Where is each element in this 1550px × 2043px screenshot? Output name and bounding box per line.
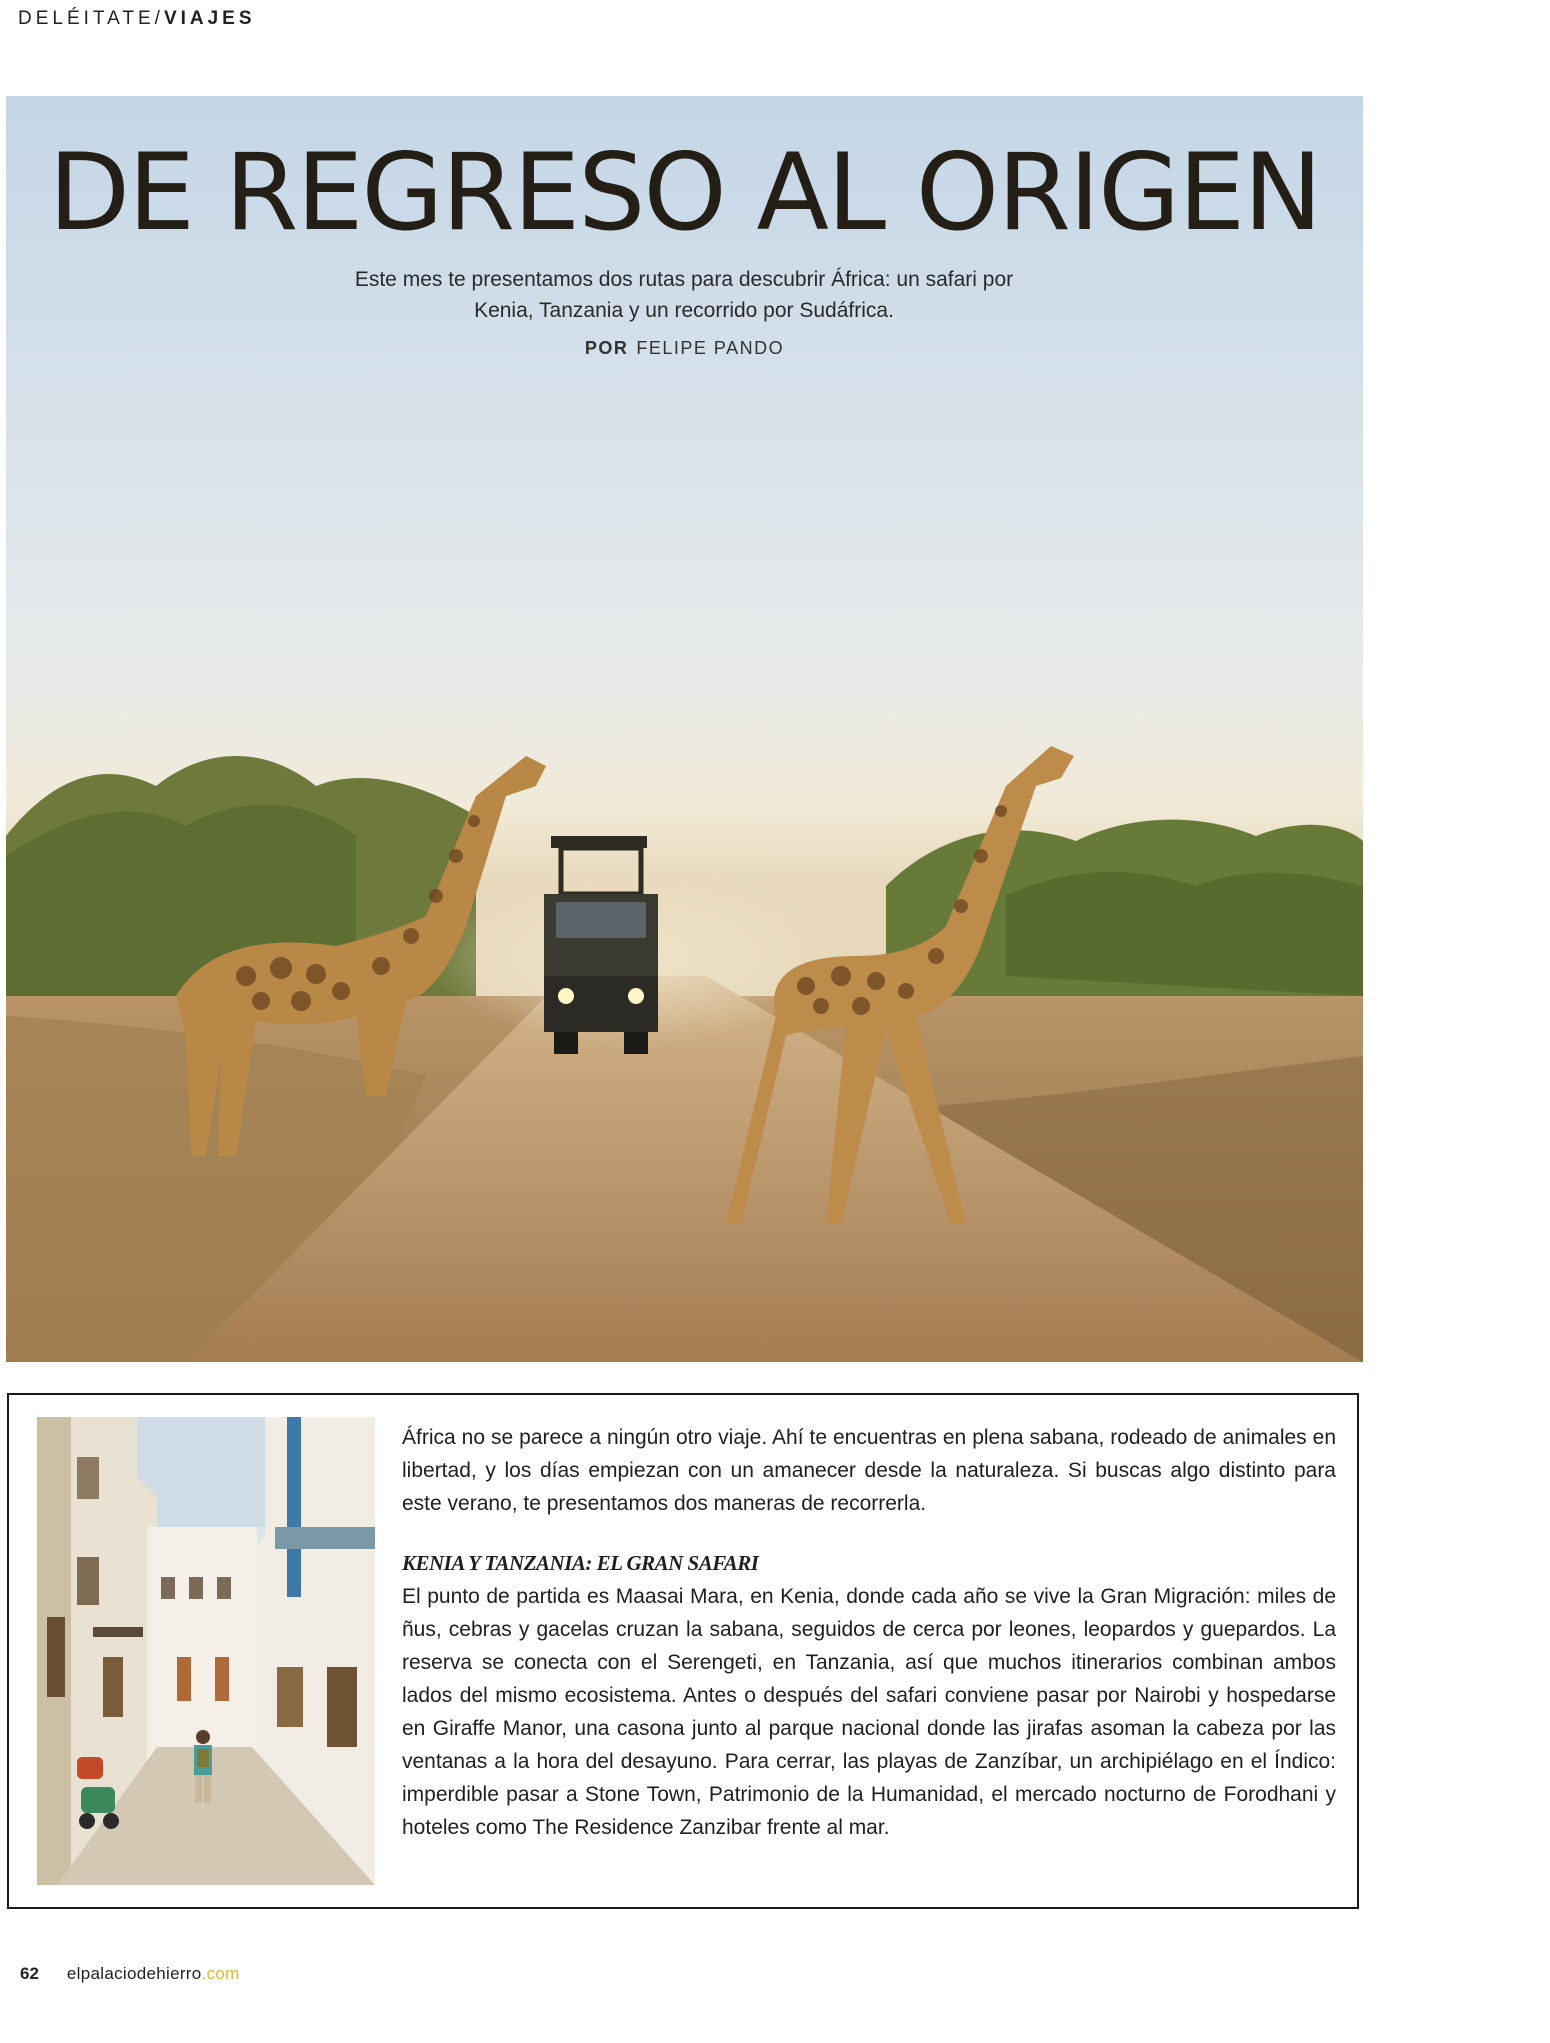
article-body	[402, 1421, 1336, 1844]
inset-photo	[37, 1417, 375, 1885]
hero-photo	[6, 96, 1363, 1362]
article-subhead: KENIA Y TANZANIA: EL GRAN SAFARI	[402, 1551, 759, 1575]
subsection-name: VIAJES	[163, 8, 256, 29]
byline-author: FELIPE PANDO	[636, 338, 785, 358]
page-footer	[20, 1964, 240, 1984]
article-title: DE REGRESO AL ORIGEN	[48, 131, 1321, 254]
article-paragraph: El punto de partida es Maasai Mara, en Kenia, donde cada año se vive la Gran Migración: miles de ñus, cebras y gacelas cruzan la sabana, seguidos de cerca por leones, leopardos y guepardos. La reserva se conecta con el Serengeti, en Tanzania, así que muchos itinerarios combinan ambos lados del mismo ecosistema. Antes o después del safari conviene pasar por Nairobi y hospedarse en Giraffe Manor, una casona junto al parque nacional donde las jirafas asoman la cabeza por las ventanas a la hora del desayuno. Para cerrar, las playas de Zanzíbar, un archipiélago en el Índico: imperdible pasar a Stone Town, Patrimonio de la Humanidad, el mercado nocturno de Forodhani y hoteles como The Residence Zanzibar frente al mar.	[402, 1585, 1336, 1839]
section-header	[18, 8, 256, 30]
byline	[6, 338, 1363, 359]
site-name: elpalaciodehierro	[66, 1964, 202, 1983]
section-name: DELÉITATE	[18, 8, 155, 29]
byline-label: POR	[584, 338, 629, 358]
site-link[interactable]	[67, 1964, 240, 1983]
section-separator: /	[154, 8, 164, 29]
site-tld: .com	[201, 1964, 240, 1983]
page-number: 62	[20, 1964, 39, 1983]
stone-town-street-photo-icon	[37, 1417, 375, 1885]
article-intro: África no se parece a ningún otro viaje. Ahí te encuentras en plena sabana, rodeado de animales en libertad, y los días empiezan con un amanecer desde la naturaleza. Si buscas algo distinto para este verano, te presentamos dos maneras de recorrerla.	[402, 1426, 1336, 1515]
article-deck: Este mes te presentamos dos rutas para descubrir África: un safari por Kenia, Tanzania y un recorrido por Sudáfrica.	[354, 268, 1014, 322]
article-box	[7, 1393, 1359, 1909]
